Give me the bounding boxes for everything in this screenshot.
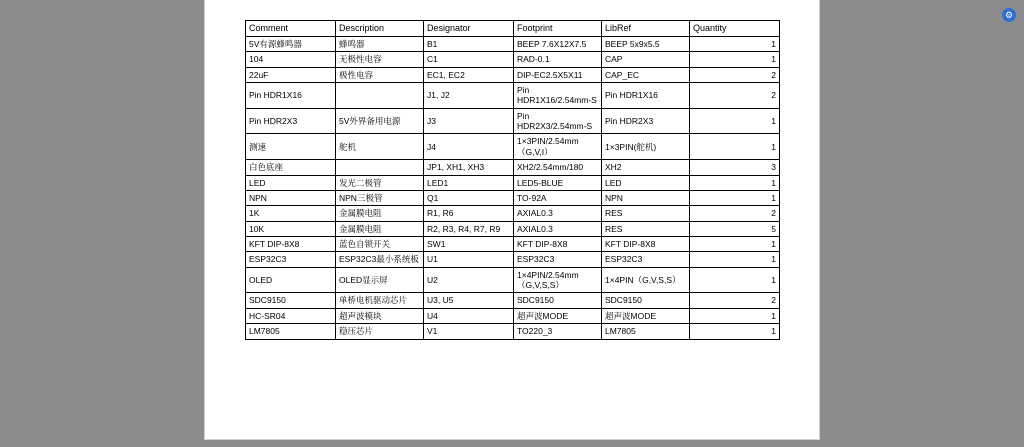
table-row [246,83,780,109]
column-header-quantity: Quantity [690,21,780,37]
cell-quantity: 3 [690,160,780,175]
cell-footprint: BEEP 7.6X12X7.5 [514,36,602,51]
table-row [246,36,780,51]
cell-libref: LM7805 [602,324,690,339]
cell-comment: HC-SR04 [246,308,336,323]
column-header-description: Description [336,21,424,37]
cell-footprint: AXIAL0.3 [514,221,602,236]
cell-comment: Pin HDR2X3 [246,108,336,134]
table-row [246,206,780,221]
bom-table-container [245,20,779,340]
cell-description: 超声波模块 [336,308,424,323]
cell-quantity: 2 [690,83,780,109]
table-row [246,221,780,236]
cell-footprint: Pin HDR2X3/2.54mm-S [514,108,602,134]
cell-libref: SDC9150 [602,293,690,308]
cell-description: 蜂鸣器 [336,36,424,51]
cell-description: 极性电容 [336,67,424,82]
table-header-row [246,21,780,37]
cell-description: 5V外界备用电源 [336,108,424,134]
cell-designator: V1 [424,324,514,339]
cell-comment: LED [246,175,336,190]
cell-libref: ESP32C3 [602,252,690,267]
table-row [246,324,780,339]
table-row [246,52,780,67]
cell-footprint: AXIAL0.3 [514,206,602,221]
table-row [246,308,780,323]
cell-libref: CAP [602,52,690,67]
cell-footprint: KFT DIP-8X8 [514,237,602,252]
cell-footprint: RAD-0.1 [514,52,602,67]
cell-designator: U1 [424,252,514,267]
cell-description: 金属膜电阻 [336,206,424,221]
cell-designator: J3 [424,108,514,134]
cell-quantity: 2 [690,67,780,82]
table-row [246,293,780,308]
cell-comment: 白色底座 [246,160,336,175]
table-row [246,134,780,160]
cell-designator: U3, U5 [424,293,514,308]
cell-footprint: Pin HDR1X16/2.54mm-S [514,83,602,109]
cell-footprint: ESP32C3 [514,252,602,267]
cell-description [336,83,424,109]
cell-comment: ESP32C3 [246,252,336,267]
table-row [246,160,780,175]
cell-libref: Pin HDR1X16 [602,83,690,109]
column-header-comment: Comment [246,21,336,37]
cell-quantity: 1 [690,134,780,160]
cell-designator: R2, R3, R4, R7, R9 [424,221,514,236]
cell-description: 蓝色自锁开关 [336,237,424,252]
cell-quantity: 1 [690,237,780,252]
cell-libref: Pin HDR2X3 [602,108,690,134]
cell-libref: RES [602,221,690,236]
cell-designator: J4 [424,134,514,160]
table-row [246,237,780,252]
cell-comment: 22uF [246,67,336,82]
cell-designator: J1, J2 [424,83,514,109]
cell-comment: 1K [246,206,336,221]
cell-comment: OLED [246,267,336,293]
cell-designator: JP1, XH1, XH3 [424,160,514,175]
cell-quantity: 1 [690,36,780,51]
cell-libref: 1×3PIN(舵机) [602,134,690,160]
cell-description: 稳压芯片 [336,324,424,339]
cell-designator: B1 [424,36,514,51]
cell-quantity: 5 [690,221,780,236]
cell-footprint: 1×4PIN/2.54mm（G,V,S,S） [514,267,602,293]
cell-description: 发光二极管 [336,175,424,190]
cell-footprint: TO220_3 [514,324,602,339]
cell-designator: EC1, EC2 [424,67,514,82]
cell-quantity: 1 [690,324,780,339]
column-header-libref: LibRef [602,21,690,37]
cell-comment: NPN [246,190,336,205]
settings-badge-icon[interactable]: ⚙ [1002,8,1016,22]
document-page [205,0,819,439]
cell-designator: R1, R6 [424,206,514,221]
cell-footprint: DIP-EC2.5X5X11 [514,67,602,82]
cell-description: 金属膜电阻 [336,221,424,236]
cell-description [336,160,424,175]
cell-comment: Pin HDR1X16 [246,83,336,109]
cell-quantity: 1 [690,308,780,323]
table-row [246,67,780,82]
cell-quantity: 2 [690,293,780,308]
cell-designator: Q1 [424,190,514,205]
cell-designator: U2 [424,267,514,293]
cell-quantity: 2 [690,206,780,221]
table-row [246,267,780,293]
cell-description: NPN三极管 [336,190,424,205]
cell-quantity: 1 [690,108,780,134]
cell-comment: 104 [246,52,336,67]
cell-comment: LM7805 [246,324,336,339]
cell-quantity: 1 [690,190,780,205]
cell-libref: NPN [602,190,690,205]
cell-description: OLED显示屏 [336,267,424,293]
table-row [246,175,780,190]
table-row [246,252,780,267]
cell-comment: KFT DIP-8X8 [246,237,336,252]
cell-libref: 1×4PIN（G,V,S,S） [602,267,690,293]
table-header [246,21,780,37]
cell-comment: 测速 [246,134,336,160]
cell-footprint: XH2/2.54mm/180 [514,160,602,175]
cell-quantity: 1 [690,267,780,293]
cell-libref: XH2 [602,160,690,175]
cell-footprint: TO-92A [514,190,602,205]
cell-quantity: 1 [690,252,780,267]
cell-footprint: 超声波MODE [514,308,602,323]
cell-description: 舵机 [336,134,424,160]
column-header-footprint: Footprint [514,21,602,37]
cell-description: 单桥电机驱动芯片 [336,293,424,308]
cell-description: 无极性电容 [336,52,424,67]
cell-designator: C1 [424,52,514,67]
cell-comment: SDC9150 [246,293,336,308]
bom-table [245,20,780,340]
cell-libref: CAP_EC [602,67,690,82]
table-row [246,190,780,205]
table-body [246,36,780,339]
column-header-designator: Designator [424,21,514,37]
cell-libref: 超声波MODE [602,308,690,323]
cell-libref: RES [602,206,690,221]
table-row [246,108,780,134]
cell-designator: U4 [424,308,514,323]
cell-designator: LED1 [424,175,514,190]
cell-comment: 5V有源蜂鸣器 [246,36,336,51]
cell-footprint: 1×3PIN/2.54mm（G,V,I） [514,134,602,160]
cell-footprint: SDC9150 [514,293,602,308]
cell-footprint: LED5-BLUE [514,175,602,190]
cell-libref: LED [602,175,690,190]
cell-designator: SW1 [424,237,514,252]
cell-quantity: 1 [690,52,780,67]
cell-quantity: 1 [690,175,780,190]
cell-comment: 10K [246,221,336,236]
cell-libref: KFT DIP-8X8 [602,237,690,252]
cell-description: ESP32C3最小系统板 [336,252,424,267]
cell-libref: BEEP 5x9x5.5 [602,36,690,51]
